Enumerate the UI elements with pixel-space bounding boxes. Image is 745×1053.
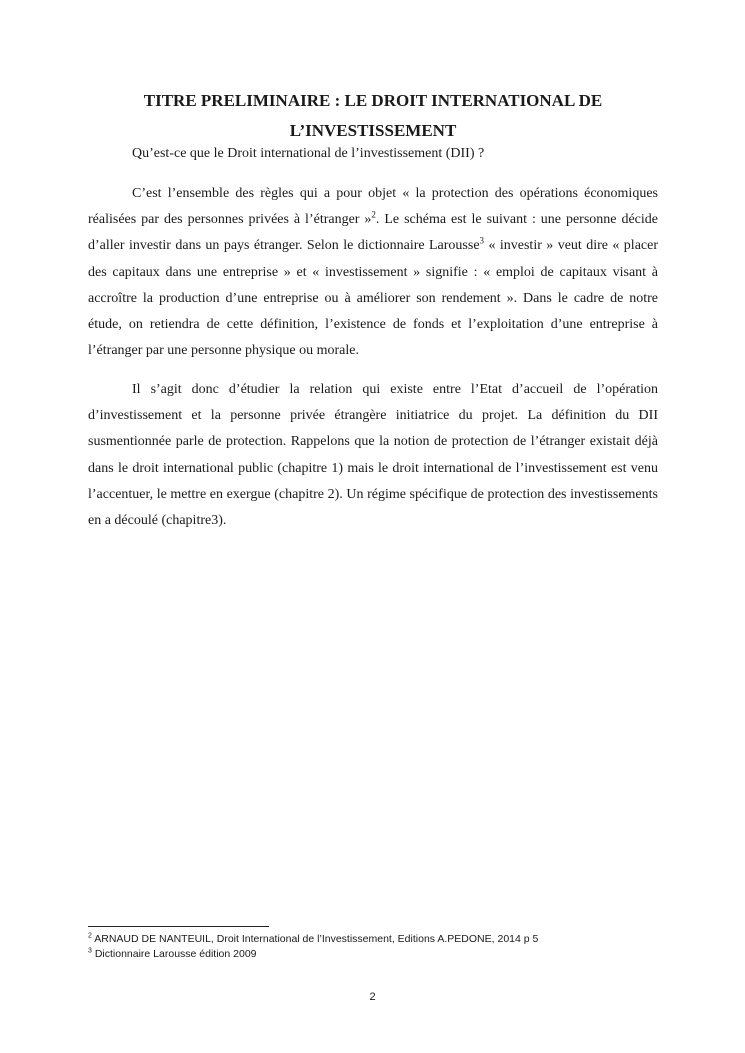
footnote-number: 3 bbox=[88, 947, 92, 955]
paragraph-2: Il s’agit donc d’étudier la relation qui existe entre l’Etat d’accueil de l’opération d’investissement et la personne privée étrangère initiatrice du projet. La définition du DII susmentionnée parle de protection. Rappelons que la notion de protection de l’étranger existait déjà dans le droit international public (chapitre 1) mais le droit international de l’investissement est venu l’accentuer, le mettre en exergue (chapitre 2). Un régime spécifique de protection des investissements en a découlé (chapitre3). bbox=[88, 382, 658, 529]
footnote-separator bbox=[88, 926, 269, 927]
footnote-text: ARNAUD DE NANTEUIL, Droit International de l’Investissement, Editions A.PEDONE, 2014 p 5 bbox=[91, 933, 539, 945]
paragraph-1-part-1: C’est l’ensemble des règles qui a pour objet « la protection des opérations économiques réalisées par des personnes privées à l’étranger » bbox=[88, 186, 658, 228]
footnote-ref-2[interactable]: 2 bbox=[371, 209, 376, 220]
footnote-3 bbox=[88, 947, 257, 961]
paragraph-1-part-3: « investir » veut dire « placer des capitaux dans une entreprise » et « investissement » signifie : « emploi de capitaux visant à accroître la production d’une entreprise ou à améliorer son rendement ». Dans le cadre de notre étude, on retiendra de cette définition, l’existence de fonds et l’exploitation d’une entreprise à l’étranger par une personne physique ou morale. bbox=[88, 238, 658, 359]
page-title bbox=[88, 86, 658, 146]
paragraph-1-part-2: . Le schéma est le suivant : une personne décide d’aller investir dans un pays étranger. Selon le dictionnaire Larousse bbox=[88, 212, 658, 254]
footnote-text: Dictionnaire Larousse édition 2009 bbox=[91, 948, 257, 960]
paragraph-1 bbox=[88, 181, 658, 364]
footnote-ref-3[interactable]: 3 bbox=[479, 235, 485, 246]
intro-question: Qu’est-ce que le Droit international de l’investissement (DII) ? bbox=[132, 146, 485, 161]
footnote-2 bbox=[88, 932, 538, 946]
footnote-number: 2 bbox=[88, 932, 92, 940]
title-line-1: TITRE PRELIMINAIRE : LE DROIT INTERNATIONAL DE bbox=[143, 91, 603, 110]
page-number: 2 bbox=[369, 991, 376, 1003]
title-line-2: L’INVESTISSEMENT bbox=[289, 121, 457, 140]
